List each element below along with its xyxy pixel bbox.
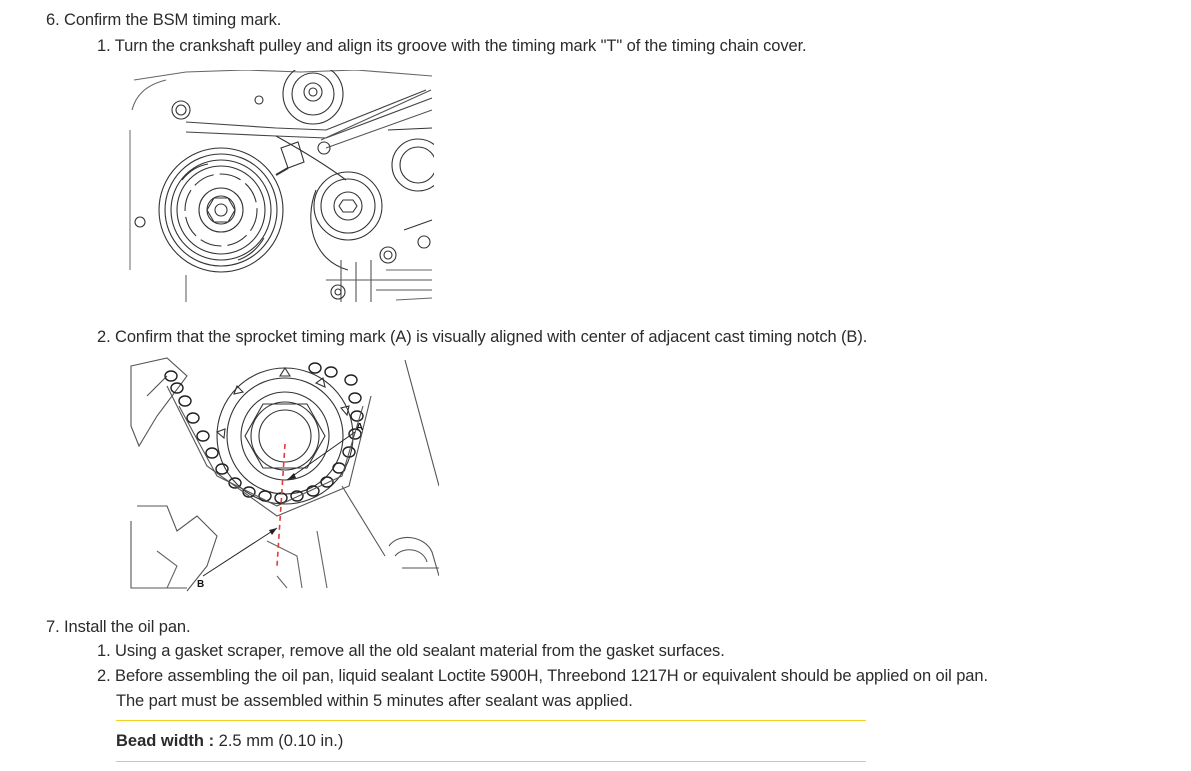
timing-mark-label-a: A <box>356 422 364 433</box>
note-bottom-border <box>116 761 866 762</box>
crankshaft-pulley-figure <box>126 70 434 302</box>
step-7-heading: 7. Install the oil pan. <box>46 618 191 636</box>
sprocket-timing-figure <box>127 356 439 592</box>
step-7-substep-2-continued: The part must be assembled within 5 minutes after sealant was applied. <box>116 692 633 710</box>
note-top-border <box>116 720 866 721</box>
step-7-substep-2: 2. Before assembling the oil pan, liquid sealant Loctite 5900H, Threebond 1217H or equivalent should be applied on oil pan. <box>97 667 988 685</box>
timing-notch-label-b: B <box>197 579 205 590</box>
step-6-substep-2: 2. Confirm that the sprocket timing mark (A) is visually aligned with center of adjacent cast timing notch (B). <box>97 328 868 346</box>
step-6-heading: 6. Confirm the BSM timing mark. <box>46 11 282 29</box>
bead-width-label: Bead width : <box>116 732 219 750</box>
bead-width-value: 2.5 mm (0.10 in.) <box>218 732 344 750</box>
step-7-substep-1: 1. Using a gasket scraper, remove all the old sealant material from the gasket surfaces. <box>97 642 725 660</box>
step-6-substep-1: 1. Turn the crankshaft pulley and align its groove with the timing mark "T" of the timing chain cover. <box>97 37 807 55</box>
bead-width-note <box>116 730 343 752</box>
